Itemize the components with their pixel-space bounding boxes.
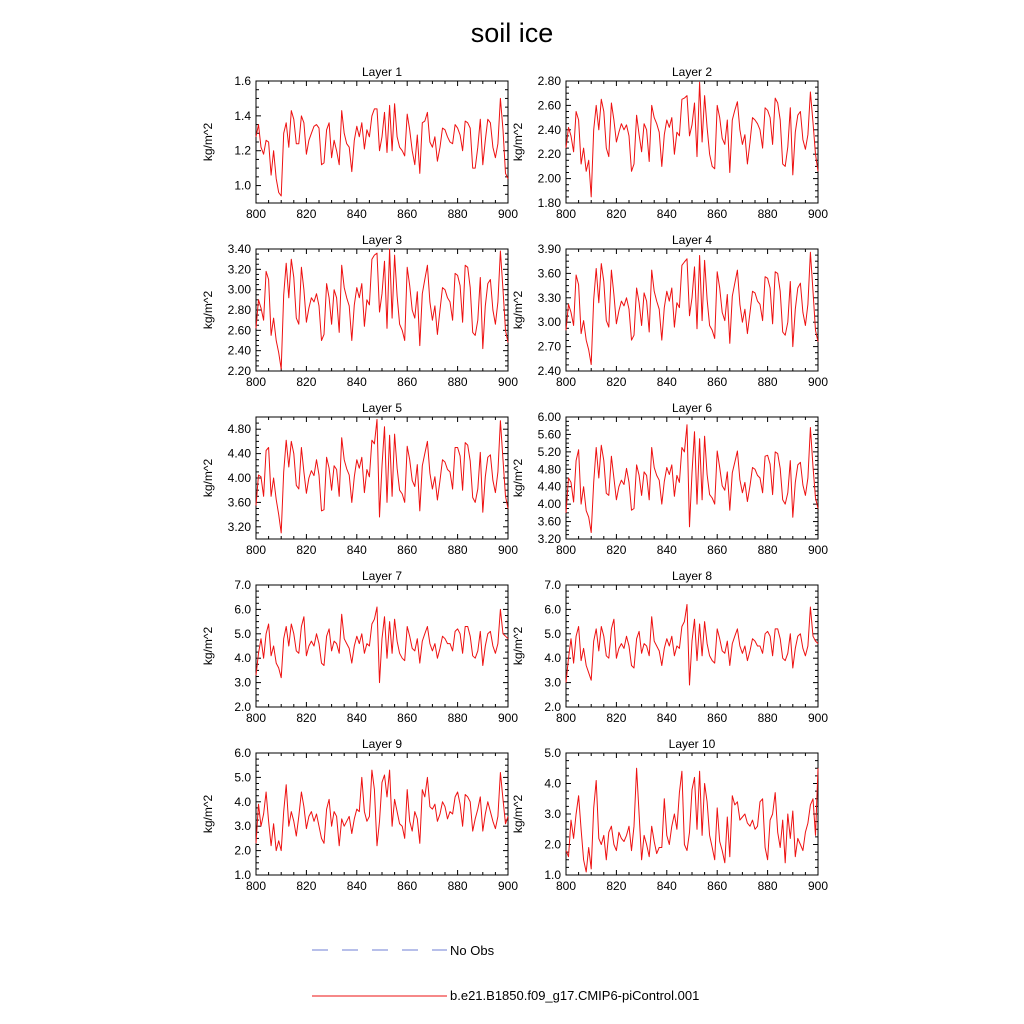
y-tick-label: 2.40 <box>537 364 561 378</box>
y-tick-label: 5.20 <box>537 444 561 459</box>
series-line <box>566 768 818 872</box>
y-tick-label: 7.0 <box>234 578 251 592</box>
y-axis-label: kg/m^2 <box>511 290 525 330</box>
x-tick-label: 840 <box>346 543 367 557</box>
y-tick-label: 2.60 <box>227 323 251 338</box>
y-tick-label: 3.40 <box>227 242 251 256</box>
x-tick-label: 900 <box>807 207 829 221</box>
x-tick-label: 840 <box>656 879 677 893</box>
panel-frame <box>256 417 508 539</box>
panel-title: Layer 7 <box>361 569 403 583</box>
x-tick-label: 800 <box>555 543 577 557</box>
y-tick-label: 6.0 <box>544 602 561 617</box>
x-tick-label: 880 <box>757 879 778 893</box>
y-tick-label: 4.0 <box>544 651 561 666</box>
x-tick-label: 880 <box>757 375 778 389</box>
y-tick-label: 1.0 <box>234 868 251 882</box>
x-tick-label: 860 <box>397 879 418 893</box>
y-tick-label: 2.00 <box>537 171 561 186</box>
panel-frame <box>256 81 508 203</box>
y-axis-label: kg/m^2 <box>201 458 215 498</box>
series-line <box>256 770 508 851</box>
series-line <box>256 98 508 196</box>
legend-model-label: b.e21.B1850.f09_g17.CMIP6-piControl.001 <box>450 988 700 1003</box>
x-tick-label: 900 <box>497 543 519 557</box>
y-axis-label: kg/m^2 <box>511 794 525 834</box>
y-tick-label: 2.40 <box>227 343 251 358</box>
x-tick-label: 880 <box>447 543 468 557</box>
x-tick-label: 900 <box>497 879 519 893</box>
x-tick-label: 820 <box>606 375 627 389</box>
y-tick-label: 3.00 <box>537 315 561 330</box>
x-tick-label: 880 <box>757 711 778 725</box>
x-tick-label: 800 <box>245 543 267 557</box>
panel-frame <box>566 753 818 875</box>
y-tick-label: 1.0 <box>544 868 561 882</box>
panel-layer-9 <box>201 737 518 893</box>
panel-layer-1 <box>201 65 518 221</box>
y-tick-label: 2.20 <box>537 147 561 162</box>
x-tick-label: 880 <box>757 207 778 221</box>
x-tick-label: 820 <box>296 375 317 389</box>
y-tick-label: 3.0 <box>544 675 561 690</box>
panel-layer-5 <box>201 401 518 557</box>
y-tick-label: 1.2 <box>234 143 251 158</box>
panel-title: Layer 8 <box>671 569 713 583</box>
y-axis-label: kg/m^2 <box>201 290 215 330</box>
x-tick-label: 880 <box>757 543 778 557</box>
x-tick-label: 840 <box>656 207 677 221</box>
panel-title: Layer 3 <box>361 233 403 247</box>
panel-layer-2 <box>511 65 828 221</box>
y-tick-label: 3.60 <box>537 266 561 281</box>
y-tick-label: 2.40 <box>537 122 561 137</box>
y-tick-label: 3.60 <box>227 495 251 510</box>
y-tick-label: 4.40 <box>537 479 561 494</box>
y-tick-label: 3.0 <box>234 819 251 834</box>
x-tick-label: 820 <box>606 879 627 893</box>
x-tick-label: 840 <box>656 375 677 389</box>
panel-title: Layer 1 <box>361 65 403 79</box>
series-line <box>566 605 818 686</box>
x-tick-label: 860 <box>397 375 418 389</box>
panel-layer-8 <box>511 569 828 725</box>
y-tick-label: 4.0 <box>234 794 251 809</box>
y-axis-label: kg/m^2 <box>511 122 525 162</box>
x-tick-label: 860 <box>707 879 728 893</box>
x-tick-label: 900 <box>497 207 519 221</box>
panel-layer-10 <box>511 737 828 893</box>
x-tick-label: 860 <box>397 711 418 725</box>
y-tick-label: 5.0 <box>234 626 251 641</box>
x-tick-label: 800 <box>245 375 267 389</box>
x-tick-label: 900 <box>807 543 829 557</box>
x-tick-label: 860 <box>397 207 418 221</box>
x-tick-label: 900 <box>497 711 519 725</box>
panel-title: Layer 2 <box>671 65 713 79</box>
y-tick-label: 2.0 <box>544 837 561 852</box>
series-line <box>566 252 818 364</box>
y-tick-label: 4.00 <box>227 471 251 485</box>
panels-container <box>201 65 828 893</box>
y-axis-label: kg/m^2 <box>201 794 215 834</box>
x-tick-label: 820 <box>606 207 627 221</box>
x-tick-label: 800 <box>555 375 577 389</box>
x-tick-label: 820 <box>606 711 627 725</box>
panel-layer-7 <box>201 569 518 725</box>
x-tick-label: 900 <box>807 711 829 725</box>
y-tick-label: 1.6 <box>234 74 251 88</box>
series-line <box>566 425 818 533</box>
x-tick-label: 840 <box>656 711 677 725</box>
y-axis-label: kg/m^2 <box>511 458 525 498</box>
y-tick-label: 7.0 <box>544 578 561 592</box>
y-tick-label: 2.0 <box>234 700 251 714</box>
y-tick-label: 3.20 <box>537 532 561 546</box>
y-tick-label: 4.00 <box>537 497 561 512</box>
y-axis-label: kg/m^2 <box>201 122 215 162</box>
series-line <box>256 419 508 533</box>
panel-title: Layer 5 <box>361 401 403 415</box>
y-tick-label: 2.0 <box>544 700 561 714</box>
y-tick-label: 3.90 <box>537 242 561 256</box>
panel-frame <box>256 753 508 875</box>
x-tick-label: 840 <box>346 207 367 221</box>
x-tick-label: 840 <box>656 543 677 557</box>
x-tick-label: 860 <box>707 375 728 389</box>
x-tick-label: 880 <box>447 879 468 893</box>
y-tick-label: 2.60 <box>537 98 561 113</box>
x-tick-label: 860 <box>397 543 418 557</box>
y-tick-label: 1.4 <box>234 108 251 123</box>
x-tick-label: 820 <box>296 543 317 557</box>
y-tick-label: 2.70 <box>537 339 561 354</box>
y-tick-label: 6.00 <box>537 410 561 424</box>
x-tick-label: 900 <box>807 375 829 389</box>
series-line <box>256 607 508 683</box>
y-tick-label: 6.0 <box>234 602 251 617</box>
panel-frame <box>566 81 818 203</box>
series-line <box>256 249 508 369</box>
y-tick-label: 1.0 <box>234 178 251 193</box>
x-tick-label: 800 <box>245 207 267 221</box>
y-tick-label: 5.0 <box>544 626 561 641</box>
y-tick-label: 4.80 <box>227 422 251 437</box>
x-tick-label: 800 <box>555 879 577 893</box>
y-tick-label: 3.20 <box>227 262 251 277</box>
x-tick-label: 900 <box>497 375 519 389</box>
y-tick-label: 3.60 <box>537 514 561 529</box>
x-tick-label: 880 <box>447 375 468 389</box>
x-tick-label: 820 <box>296 207 317 221</box>
legend <box>312 943 699 1003</box>
panel-layer-4 <box>511 233 828 389</box>
y-tick-label: 5.60 <box>537 427 561 442</box>
x-tick-label: 820 <box>296 711 317 725</box>
figure-title: soil ice <box>470 18 554 48</box>
y-tick-label: 2.0 <box>234 843 251 858</box>
y-tick-label: 4.0 <box>234 651 251 666</box>
x-tick-label: 880 <box>447 207 468 221</box>
x-tick-label: 800 <box>555 207 577 221</box>
y-tick-label: 5.0 <box>234 770 251 785</box>
panel-frame <box>256 249 508 371</box>
x-tick-label: 840 <box>346 879 367 893</box>
x-tick-label: 820 <box>296 879 317 893</box>
y-axis-label: kg/m^2 <box>201 626 215 666</box>
y-tick-label: 1.80 <box>537 196 561 210</box>
x-tick-label: 900 <box>807 879 829 893</box>
x-tick-label: 840 <box>346 375 367 389</box>
x-tick-label: 860 <box>707 711 728 725</box>
panel-layer-6 <box>511 401 828 557</box>
y-tick-label: 3.30 <box>537 290 561 305</box>
panel-title: Layer 10 <box>668 737 716 751</box>
x-tick-label: 820 <box>606 543 627 557</box>
y-axis-label: kg/m^2 <box>511 626 525 666</box>
y-tick-label: 2.80 <box>227 303 251 317</box>
y-tick-label: 3.20 <box>227 519 251 534</box>
y-tick-label: 5.0 <box>544 746 561 760</box>
y-tick-label: 2.20 <box>227 364 251 378</box>
panel-title: Layer 6 <box>671 401 713 415</box>
y-tick-label: 2.80 <box>537 74 561 88</box>
panel-frame <box>566 249 818 371</box>
y-tick-label: 6.0 <box>234 746 251 760</box>
y-tick-label: 4.40 <box>227 446 251 461</box>
x-tick-label: 800 <box>555 711 577 725</box>
y-tick-label: 4.0 <box>544 776 561 791</box>
x-tick-label: 800 <box>245 879 267 893</box>
legend-obs-label: No Obs <box>450 943 495 958</box>
series-line <box>566 82 818 197</box>
y-tick-label: 3.00 <box>227 282 251 297</box>
y-tick-label: 4.80 <box>537 462 561 477</box>
x-tick-label: 860 <box>707 207 728 221</box>
x-tick-label: 840 <box>346 711 367 725</box>
x-tick-label: 860 <box>707 543 728 557</box>
panel-title: Layer 9 <box>361 737 403 751</box>
x-tick-label: 880 <box>447 711 468 725</box>
y-tick-label: 3.0 <box>234 675 251 690</box>
x-tick-label: 800 <box>245 711 267 725</box>
panel-layer-3 <box>201 233 518 389</box>
y-tick-label: 3.0 <box>544 807 561 821</box>
panel-title: Layer 4 <box>671 233 713 247</box>
